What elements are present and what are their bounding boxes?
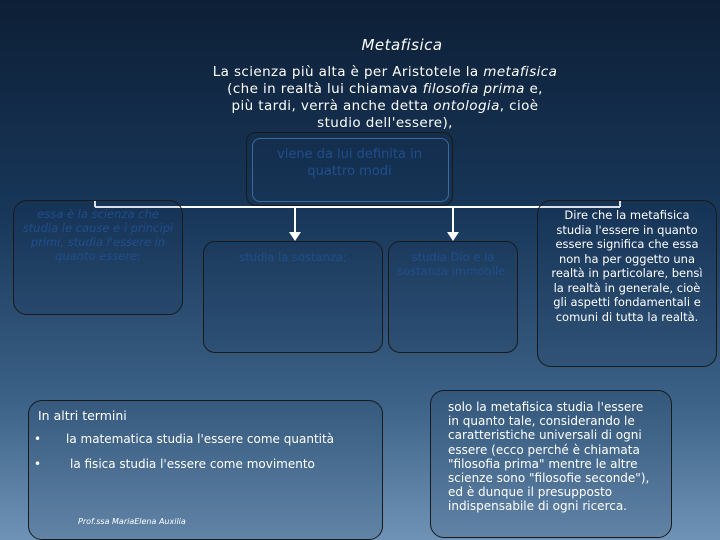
- definition-text: viene da lui definita in quattro modi: [277, 147, 422, 179]
- conclusion-text: solo la metafisica studia l'essere in quanto tale, considerando le caratteristiche universali di ogni essere (ecco perché è chiamata "filosofia prima" mentre le altre scienze sono "filosofie seconde"), ed è dunque il presupposto indispensabile di ogni ricerca.: [448, 400, 650, 514]
- mode-text-first-causes: essa è la scienza che studia le cause e i principi primi, studia l'essere in quanto essere;: [22, 207, 174, 263]
- author-credit: Prof.ssa MariaElena Auxilia: [78, 517, 186, 526]
- intro-text: La scienza più alta è per Aristotele la metafisica (che in realtà lui chiamava filosofia prima e, più tardi, verrà anche detta ontologia, cioè studio dell'essere),: [212, 64, 558, 131]
- arrow-mid1: [289, 232, 301, 241]
- bullet-icon: •: [34, 457, 42, 471]
- mode-text-god: studia Dio e la sostanza immobile.: [397, 250, 509, 278]
- mathematics-item: la matematica studia l'essere come quantità: [66, 432, 335, 446]
- mode-text-substance: studia la sostanza;: [239, 250, 347, 264]
- other-terms-title: In altri termini: [38, 408, 127, 423]
- mode-text-being-as-being: Dire che la metafisica studia l'essere in quanto essere significa che essa non ha per oggetto una realtà in particolare, bensì la realtà in generale, cioè gli aspetti fondamentali e comuni di tutta la realtà.: [551, 208, 703, 324]
- physics-item: la fisica studia l'essere come movimento: [70, 457, 315, 471]
- page-title: Metafisica: [361, 36, 443, 54]
- bullet-icon: •: [34, 432, 42, 446]
- arrow-mid2: [447, 232, 459, 241]
